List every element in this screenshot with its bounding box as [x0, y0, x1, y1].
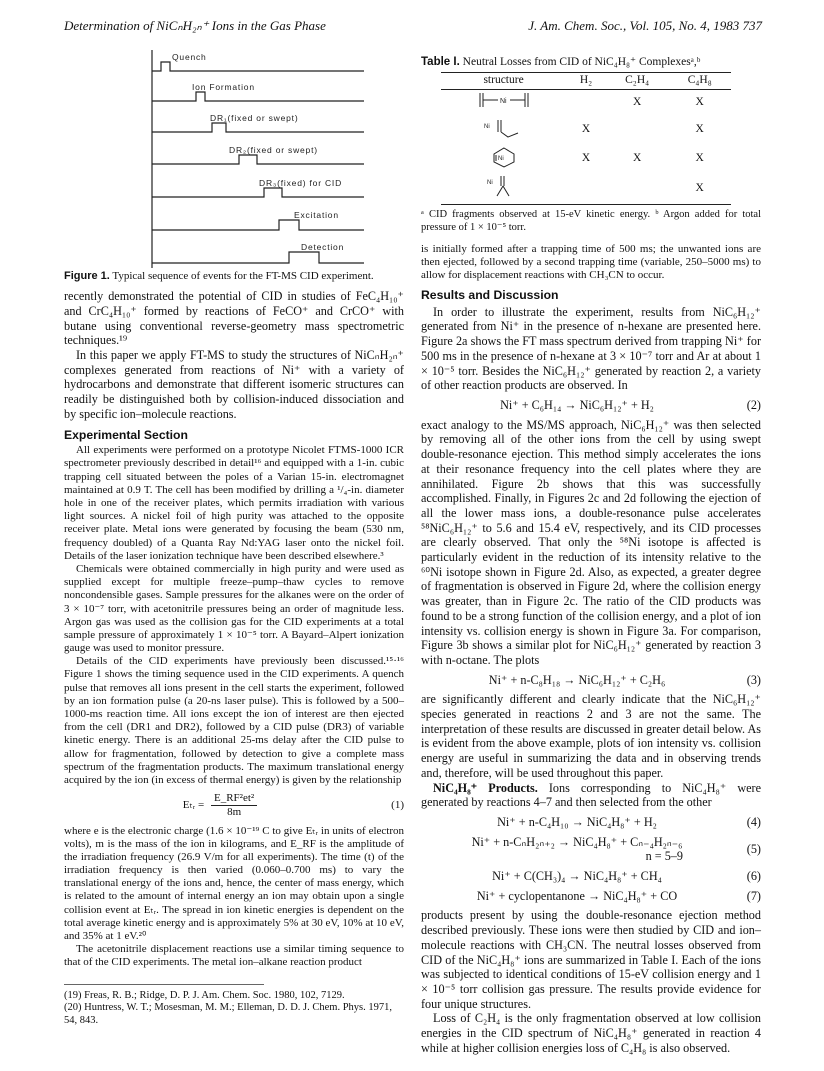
equation-3	[421, 673, 761, 688]
structure-cell	[441, 145, 566, 174]
table-row	[441, 89, 731, 116]
table-header-cell: C₂H₄	[606, 72, 669, 89]
table-row	[441, 145, 731, 174]
paragraph: recently demonstrated the potential of CID in studies of FeC₄H₁₀⁺ and CrC₄H₁₀⁺ formed by reactions of FeCO⁺ and CrCO⁺ with butane using conventional reverse-geometry mass spectrometric techniques.¹⁹	[64, 289, 404, 348]
paragraph: is initially formed after a trapping time of 500 ms; the unwanted ions are then ejected, followed by a second trapping time (variable, 250–5000 ms) to allow for displacement reactions with CH₃CN to occur.	[421, 242, 761, 281]
footnote-references	[64, 984, 393, 1028]
table-cell	[606, 173, 669, 204]
table-row	[441, 116, 731, 145]
figure1-caption	[64, 270, 404, 283]
timing-label-dr3: DR₃(fixed) for CID	[259, 178, 343, 188]
eq1-number: (1)	[391, 799, 404, 812]
structure-diagram-2	[476, 116, 532, 140]
table-header-cell: C₄H₈	[668, 72, 731, 89]
figure1-caption-text: Typical sequence of events for the FT-MS CID experiment.	[112, 270, 374, 282]
table-cell: X	[695, 123, 704, 136]
paragraph: where e is the electronic charge (1.6 × 10⁻¹⁹ C to give Eₜᵣ in units of electron volts), m is the mass of the ion in kilograms, and E_RF is the amplitude of the irradiation frequency (26.9 V/m for all experiments). The time (t) of the irradiation frequency is then varied (0.060–0.700 ms) to vary the translational energy of the ions and, hence, the center of mass energy, which is related to the amount of internal energy an ion may obtain upon a single collision event at Eₜᵣ. The spread in ion kinetic energies is dependent on the total average kinetic energy and is approximately 5% at 30 eV, 10% at 10 eV, and 35% at 1 eV.²⁰	[64, 824, 404, 943]
paragraph: Details of the CID experiments have previously been discussed.¹⁵·¹⁶ Figure 1 shows the timing sequence used in the CID experiments. A quench pulse that removes all ions present in the cell starts the experiment, followed by an ion formation pulse (a 20-ns laser pulse). This is followed by a 500–1000-ms reaction time. All ions except the ion of interest are then ejected from the cell (DR1 and DR2), followed by a CID pulse (DR3) of variable kinetic energy. There is an additional 25-ms delay after the CID pulse to allow for fragmentation, followed by detection to give a complete mass spectrum of the fragmentation products. The maximum translational energy acquired by the ion (in excess of thermal energy) is given by the relationship	[64, 655, 404, 786]
svg-text:Ni: Ni	[497, 155, 504, 162]
eq6-body: Ni⁺ + C(CH₃)₄ → NiC₄H₈⁺ + CH₄	[492, 869, 662, 884]
svg-text:Ni: Ni	[486, 180, 493, 187]
table-cell	[566, 89, 606, 116]
eq5-body: Ni⁺ + n-CₙH₂ₙ₊₂ → NiC₄H₈⁺ + Cₙ₋₄H₂ₙ₋₆	[471, 834, 683, 849]
timing-label-detection: Detection	[301, 242, 345, 252]
paragraph: exact analogy to the MS/MS approach, NiC₆H₁₂⁺ was then selected by removing all of the other ions from the cell by using swept double-resonance ejection. This method simply accelerates the ions at their resonance frequency into the cell plates where they are annihilated. Figure 2b shows that this was successfully accomplished. Finally, in Figures 2c and 2d following the ejection of all the lower mass ions, a double-resonance pulse accelerates ⁵⁸NiC₆H₁₂⁺ to 5.6 and 15.4 eV, respectively, and its CID processes are clearly observed. That only the ⁵⁸Ni isotope is affected is particularly evident in the reduction of its intensity relative to the ⁶⁰Ni isotope shown in Figure 2d. Also, as expected, a greater degree of fragmentation is observed in Figure 2d, where the collision energy was greater, than in Figure 2c. The ratio of the CID products was found to be a strong function of the collision energy, and a plot of ion intensity vs. collision energy is shown in Figure 3a. For comparison, Figure 3b shows a similar plot for NiC₆H₁₂⁺ generated by reaction 3 with n-octane. The plots	[421, 417, 761, 667]
equation-6	[421, 869, 761, 884]
table-cell: X	[695, 95, 704, 108]
svg-text:Ni: Ni	[499, 98, 507, 106]
table-cell: X	[695, 152, 704, 165]
reference-19: (19) Freas, R. B.; Ridge, D. P. J. Am. Chem. Soc. 1980, 102, 7129.	[64, 989, 345, 1001]
table-cell: X	[668, 173, 731, 204]
left-column	[64, 50, 404, 1027]
paragraph: products present by using the double-resonance ejection method described previously. These ions were then studied by CID and ion–molecule reactions with CH₃CN. The neutral losses observed from CID of the NiC₄H₈⁺ ions are summarized in Table I. Each of the ions was subjected to identical conditions of 15-eV collision energy and 1 × 10⁻⁵ torr collision gas pressure. The results provide evidence for four unique structures.	[421, 908, 761, 1011]
eq1-numerator: E_RF²et²	[211, 792, 257, 806]
svg-text:Ni: Ni	[483, 123, 490, 130]
paragraph	[421, 781, 761, 810]
eq4-body: Ni⁺ + n-C₄H₁₀ → NiC₄H₈⁺ + H₂	[497, 814, 657, 829]
paragraph: In order to illustrate the experiment, results from NiC₆H₁₂⁺ generated from Ni⁺ in the presence of n-hexane are presented here. Figure 2a shows the FT mass spectrum derived from trapping Ni⁺ for 500 ms in the presence of n-hexane at 3 × 10⁻⁷ torr and Ar at about 1 × 10⁻⁵ torr. Besides the NiC₆H₁₂⁺ generated by reaction 2, a variety of other reaction products are observed. In	[421, 304, 761, 393]
paragraph: Chemicals were obtained commercially in high purity and were used as supplied except for multiple freeze–pump–thaw cycles to remove noncondensible gases. Sample pressures for the alkanes were on the order of 3 × 10⁻⁷ torr, with acetonitrile pressures being an order of magnitude less. Argon gas was used as the collision gas for the CID experiments at a total sample pressure of approximately 1 × 10⁻⁵ torr. A Bayard–Alpert ionization gauge was used to monitor pressure.	[64, 562, 404, 655]
eq4-number: (4)	[746, 814, 761, 829]
eq7-body: Ni⁺ + cyclopentanone → NiC₄H₈⁺ + CO	[476, 888, 678, 903]
paragraph: The acetonitrile displacement reactions use a similar timing sequence to that of the CID experiments. The metal ion–alkane reaction product	[64, 943, 404, 969]
structure-cell	[441, 173, 566, 204]
timing-label-ion-formation: Ion Formation	[192, 82, 255, 92]
table-cell: X	[632, 152, 642, 165]
reference-20: (20) Huntress, W. T.; Mosesman, M. M.; Elleman, D. D. J. Chem. Phys. 1971, 54, 843.	[64, 1002, 393, 1026]
table-row	[441, 173, 731, 204]
equation-1	[64, 792, 404, 819]
right-column	[421, 50, 761, 1056]
timing-label-quench: Quench	[172, 52, 207, 62]
eq2-body: Ni⁺ + C₆H₁₄ → NiC₆H₁₂⁺ + H₂	[500, 397, 654, 412]
figure1-timing-diagram	[79, 50, 379, 268]
eq7-number: (7)	[746, 888, 761, 903]
table1-footnote: ᵃ CID fragments observed at 15-eV kinetic energy. ᵇ Argon added for total pressure of 1 × 10⁻⁵ torr.	[421, 209, 761, 233]
structure-diagram-4	[476, 173, 532, 199]
table-cell	[606, 116, 669, 145]
eq1-denominator: 8m	[227, 806, 242, 819]
eq5-condition: n = 5–9	[645, 849, 683, 864]
section-heading-experimental: Experimental Section	[64, 427, 188, 442]
table-cell	[566, 173, 606, 204]
timing-label-dr1: DR₁(fixed or swept)	[210, 113, 299, 123]
table-header-row	[441, 72, 731, 89]
table-cell: X	[581, 123, 591, 136]
table-cell: X	[632, 95, 642, 108]
eq2-number: (2)	[746, 397, 761, 412]
paragraph: are significantly different and clearly indicate that the NiC₆H₁₂⁺ species generated in reactions 2 and 3 are not the same. The interpretation of these results are discussed in greater detail below. As is evident from the above example, plots of ion intensity vs. collision energy are useful in summarizing the data and in observing trends and, therefore, will be used throughout this paper.	[421, 692, 762, 780]
table1-label: Table I.	[421, 56, 460, 68]
figure1-caption-label: Figure 1.	[64, 270, 110, 282]
equation-5	[421, 835, 761, 864]
structure-cell	[441, 89, 566, 116]
structure-cell	[441, 116, 566, 145]
timing-label-excitation: Excitation	[294, 210, 339, 220]
paragraph-text: Ions corresponding to NiC₄H₈⁺ were generated by reactions 4–7 and then selected from the other	[421, 780, 762, 810]
equation-7	[421, 889, 761, 904]
table-header-cell: structure	[441, 72, 566, 89]
timing-label-dr2: DR₂(fixed or swept)	[229, 145, 318, 155]
eq1-lhs: Eₜᵣ =	[182, 799, 205, 812]
eq6-number: (6)	[746, 869, 761, 884]
table-cell: X	[581, 152, 591, 165]
eq5-number: (5)	[746, 842, 761, 857]
eq3-number: (3)	[746, 672, 761, 687]
subsection-heading: NiC₄H₈⁺ Products.	[433, 780, 538, 795]
paragraph: All experiments were performed on a prototype Nicolet FTMS-1000 ICR spectrometer previously described in detail¹⁶ and equipped with a 1-in. cubic trapping cell situated between the poles of a Varian 15-in. electromagnet maintained at 0.9 T. The cell has been modified by drilling a ¹/₄-in. diameter hole in one of the receiver plates, which permits irradiation with various light sources. A nickel foil of high purity was attached to the opposite receiver plate. Metal ions were generated by focusing the beam (530 nm, frequency doubled) of a Quanta Ray Nd:YAG laser onto the nickel foil. Details of the laser ionization technique have been described elsewhere.³	[64, 444, 404, 562]
running-header-title: Determination of NiCₙH₂ₙ⁺ Ions in the Gas Phase	[64, 18, 326, 33]
paragraph: In this paper we apply FT-MS to study the structures of NiCₙH₂ₙ⁺ complexes generated from reactions of Ni⁺ with a variety of hydrocarbons and demonstrate that different isomeric structures can readily be distinguished both by collision-induced dissociation and by specific ion–molecule reactions.	[64, 348, 404, 421]
table1-title	[421, 56, 761, 70]
table1-title-text: Neutral Losses from CID of NiC₄H₈⁺ Complexesᵃ,ᵇ	[462, 56, 701, 68]
structure-diagram-1	[476, 90, 532, 110]
structure-diagram-3	[476, 145, 532, 169]
paragraph: Loss of C₂H₄ is the only fragmentation observed at low collision energies in the CID spectrum of NiC₄H₈⁺ generated in reaction 4 while at higher collision energies loss of C₄H₈ is also observed.	[421, 1011, 761, 1055]
table1	[441, 72, 731, 205]
equation-2	[421, 398, 761, 413]
section-heading-results: Results and Discussion	[421, 288, 559, 303]
table-header-cell: H₂	[566, 72, 606, 89]
running-header-journal: J. Am. Chem. Soc., Vol. 105, No. 4, 1983 737	[528, 18, 762, 33]
equation-4	[421, 815, 761, 830]
eq3-body: Ni⁺ + n-C₈H₁₈ → NiC₆H₁₂⁺ + C₂H₆	[488, 672, 666, 687]
